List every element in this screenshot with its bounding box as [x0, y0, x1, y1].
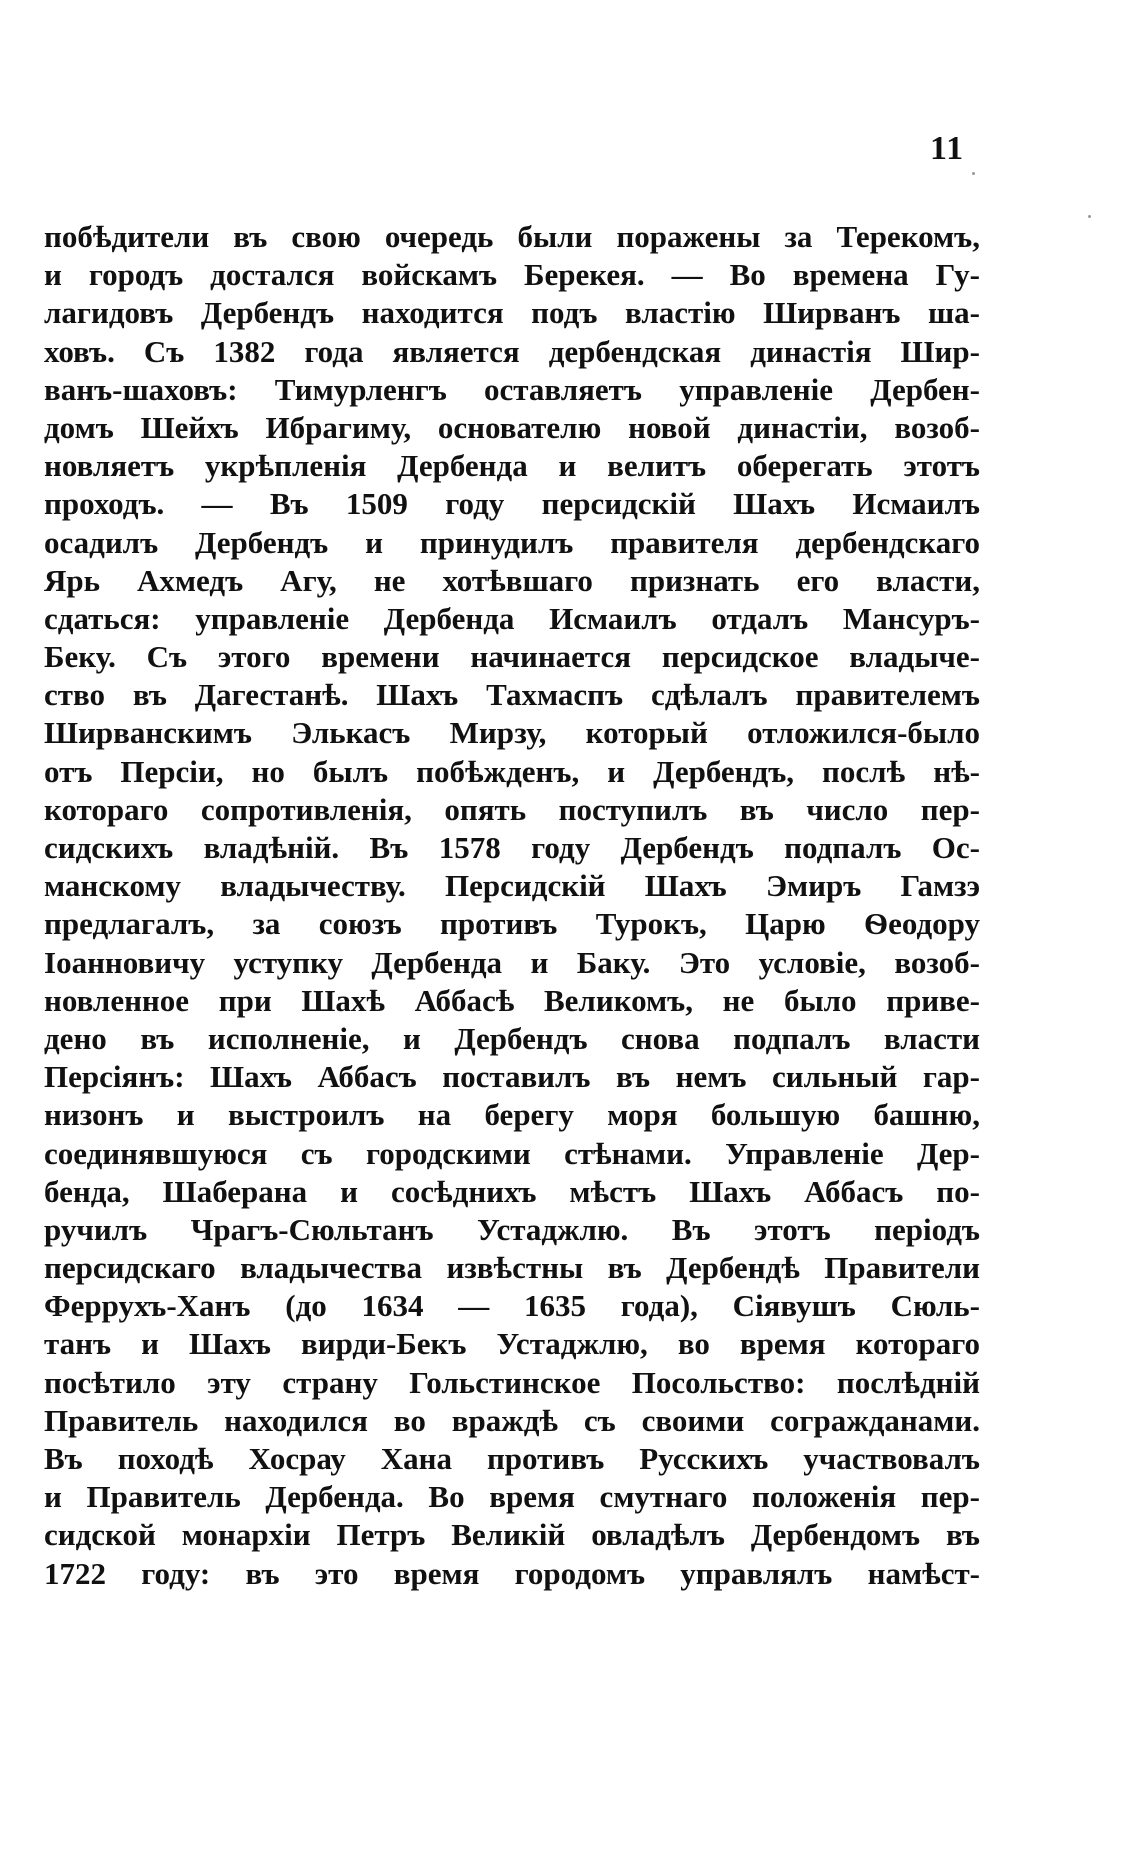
text-line: манскому владычеству. Персидскій Шахъ Эмиръ Гамзэ: [44, 868, 980, 904]
text-line: сидской монархіи Петръ Великій овладѣлъ Дербендомъ въ: [44, 1517, 980, 1553]
text-line: персидскаго владычества извѣстны въ Дербендѣ Правители: [44, 1250, 980, 1286]
text-line: танъ и Шахъ вирди-Бекъ Устаджлю, во время котораго: [44, 1326, 980, 1362]
paper-speck: [1088, 215, 1091, 218]
text-line: 1722 году: въ это время городомъ управлялъ намѣст-: [44, 1555, 980, 1591]
paper-speck: [972, 172, 975, 175]
text-line: предлагалъ, за союзъ противъ Турокъ, Царю Ѳеодору: [44, 906, 980, 942]
text-line: Въ походѣ Хосрау Хана противъ Русскихъ участвовалъ: [44, 1441, 980, 1476]
text-line: сдаться: управленіе Дербенда Исмаилъ отдалъ Мансуръ-: [44, 600, 980, 636]
text-line: дено въ исполненіе, и Дербендъ снова подпалъ власти: [44, 1020, 980, 1056]
text-line: Беку. Съ этого времени начинается персидское владыче-: [44, 639, 980, 675]
text-line: Персіянъ: Шахъ Аббасъ поставилъ въ немъ сильный гар-: [44, 1059, 980, 1095]
text-line: и городъ достался войскамъ Берекея. — Во времена Гу-: [44, 257, 980, 293]
page-number: 11: [930, 130, 965, 167]
text-line: и Правитель Дербенда. Во время смутнаго положенія пер-: [44, 1479, 980, 1515]
text-line: ручилъ Чрагъ-Сюльтанъ Устаджлю. Въ этотъ періодъ: [44, 1211, 980, 1247]
text-line: ховъ. Съ 1382 года является дербендская династія Шир-: [44, 333, 980, 369]
text-line: новленное при Шахѣ Аббасѣ Великомъ, не было приве-: [44, 982, 980, 1018]
text-line: соединявшуюся съ городскими стѣнами. Управленіе Дер-: [44, 1135, 980, 1171]
body-text: [44, 218, 980, 1593]
text-line: Феррухъ-Ханъ (до 1634 — 1635 года), Сіявушъ Сюль-: [44, 1288, 980, 1324]
text-line: бенда, Шаберана и сосѣднихъ мѣстъ Шахъ Аббасъ по-: [44, 1173, 980, 1209]
text-line: осадилъ Дербендъ и принудилъ правителя дербендскаго: [44, 524, 980, 560]
text-line: проходъ. — Въ 1509 году персидскій Шахъ Исмаилъ: [44, 486, 980, 522]
text-line: Правитель находился во враждѣ съ своими согражданами.: [44, 1402, 980, 1438]
text-line: ванъ-шаховъ: Тимурленгъ оставляетъ управленіе Дербен-: [44, 371, 980, 407]
text-line: домъ Шейхъ Ибрагиму, основателю новой династіи, возоб-: [44, 409, 980, 445]
text-line: Ширванскимъ Элькасъ Мирзу, который отложился-было: [44, 715, 980, 751]
text-line: Іоанновичу уступку Дербенда и Баку. Это условіе, возоб-: [44, 944, 980, 980]
text-line: сидскихъ владѣній. Въ 1578 году Дербендъ подпалъ Ос-: [44, 830, 980, 865]
text-line: низонъ и выстроилъ на берегу моря большую башню,: [44, 1097, 980, 1133]
text-line: лагидовъ Дербендъ находится подъ властію Ширванъ ша-: [44, 295, 980, 331]
text-line: новляетъ укрѣпленія Дербенда и велитъ оберегать этотъ: [44, 448, 980, 484]
text-line: Ярь Ахмедъ Агу, не хотѣвшаго признать его власти,: [44, 562, 980, 598]
text-line: котораго сопротивленія, опять поступилъ въ число пер-: [44, 791, 980, 827]
text-line: ство въ Дагестанѣ. Шахъ Тахмаспъ сдѣлалъ правителемъ: [44, 677, 980, 713]
text-line: побѣдители въ свою очередь были поражены за Терекомъ,: [44, 219, 980, 254]
text-line: посѣтило эту страну Гольстинское Посольство: послѣдній: [44, 1364, 980, 1400]
text-line: отъ Персіи, но былъ побѣжденъ, и Дербендъ, послѣ нѣ-: [44, 753, 980, 789]
